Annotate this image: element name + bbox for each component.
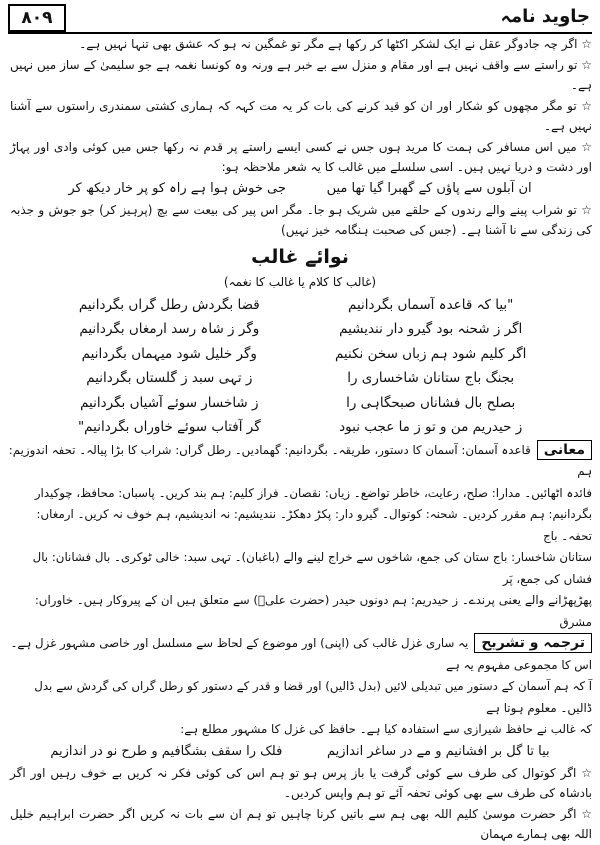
sharh-line xyxy=(8,633,592,676)
paragraph: ☆ اگر کوتوال کی طرف سے کوئی گرفت یا باز پرس ہو تو ہم اس کی کوئی فکر نہ کریں بے خوف رہیں اور اگر بادشاہ کی طرف سے بھی کوئی تحفہ آئے تو ہم واپس کردیں۔ xyxy=(10,765,592,800)
hemistich: اگر کلیم شود ہم زباں سخن نکنیم xyxy=(334,345,527,362)
hemistich: بجنگ باج ستانان شاخساری را xyxy=(347,370,515,386)
translation-section xyxy=(8,633,592,741)
couplet-line: جی خوش ہوا ہے راہ کو پر خار دیکھ کر xyxy=(68,180,286,196)
poem-verse xyxy=(58,342,542,367)
glossary-label: معانی xyxy=(537,440,592,460)
gloss-line: بگردانیم: ہم مقرر کردیں۔ شحنہ: کوتوال۔ گیرو دار: پکڑ دھکڑ۔ نندیشیم: نہ اندیشیم، ہم خوف نہ کریں۔ ارمغاں: تحفہ۔ باج xyxy=(36,507,592,543)
hemistich: ز شاخسار سوئے آشیاں بگردانیم xyxy=(80,394,259,411)
paragraph: ☆ تو مگر مچھوں کو شکار اور ان کو قید کرنے کی بات کر یہ مت کہہ کہ ہماری کشتی سمندری راستوں سے آشنا نہیں ہے۔ xyxy=(10,98,592,133)
sharh-line: کہ غالب نے حافظ شیرازی سے استفادہ کیا ہے۔ حافظ کی غزل کا مشہور مطلع ہے: xyxy=(180,722,592,736)
hafiz-verse xyxy=(8,741,592,763)
paragraph: ☆ تو شراب پینے والے رندوں کے حلقے میں شریک ہو جا۔ مگر اس پیر کی بیعت سے بچ (پرہیز کر) جو جوش و جذبہ کی زندگی سے نا آشنا ہے۔ (جس کی صحبت ہنگامہ خیز نہیں) xyxy=(10,202,592,237)
hemistich: ز تہی سبد ز گلستاں بگردانیم xyxy=(86,370,253,386)
paragraphs-bottom xyxy=(8,763,592,845)
hemistich: وگر خلیل شود میہماں بگردانیم xyxy=(81,345,257,362)
couplet-line: ان آبلوں سے پاؤں کے گھبرا گیا تھا میں xyxy=(326,180,532,196)
paragraph: ☆ میں اس مسافر کی ہمت کا مرید ہوں جس نے کسی ایسے راستے پر قدم نہ رکھا جس میں کوئی وادی اور پہاڑ اور دشت و دریا نہیں ہیں۔ اسی سلسلے میں غالب کا یہ شعر ملاحظہ ہو: xyxy=(10,139,592,174)
gloss-text: قاعدہ آسمان: آسمان کا دستور، طریقہ۔ بگردانیم: گھمادیں۔ رطل گراں: شراب کا بڑا پیالہ۔ تحفہ اندوزیم: ہم xyxy=(8,442,592,478)
paragraphs-top xyxy=(8,34,592,178)
gloss-line: فائدہ اٹھائیں۔ مدارا: صلح، رعایت، خاطر تواضع۔ زیاں: نقصان۔ فراز کلیم: ہم بند کریں۔ پاسباں: محافظ، چوکیدار xyxy=(34,485,592,500)
hemistich: فلک را سقف بشگافیم و طرح نو در اندازیم xyxy=(50,743,283,759)
poem-verse xyxy=(58,391,542,416)
ghalib-couplet xyxy=(8,178,592,200)
gloss-line: ستانان شاخسار: باج ستان کی جمع، شاخوں سے خراج لینے والے (باغبان)۔ تہی سبد: خالی ٹوکری۔ بال فشانان: بال فشاں کی جمع، پَر xyxy=(32,550,592,586)
gloss-line xyxy=(8,440,592,483)
section-subtitle: (غالب کا کلام یا غالب کا نغمہ) xyxy=(223,274,377,289)
paragraph: ☆ تو راستے سے واقف نہیں ہے اور مقام و منزل سے بے خبر ہے ورنہ وہ کونسا نغمہ ہے جو سلیمیٰ کے ساز میں نہیں ہے۔ xyxy=(10,57,592,92)
hemistich: اگر ز شحنہ بود گیرو دار نندیشیم xyxy=(339,321,523,337)
hemistich: ز حیدریم من و تو ز ما عجب نبود xyxy=(339,419,523,435)
sharh-line: آ کہ ہم آسمان کے دستور میں تبدیلی لائیں (بدل ڈالیں) اور قضا و قدر کے دستور کو رطل گراں کی گردش سے بدل ڈالیں۔ معلوم ہوتا ہے xyxy=(34,679,592,715)
glossary xyxy=(8,440,592,634)
poem-verse xyxy=(58,293,542,318)
sharh-text: یہ ساری غزل غالب کی (اپنی) اور موضوع کے لحاظ سے مسلسل اور خاصی مشہور غزل ہے۔ اس کا مجموعی مفہوم یہ ہے xyxy=(10,636,592,672)
page-number: ۸۰۹ xyxy=(8,4,66,32)
page-header xyxy=(8,4,592,34)
hemistich: قضا بگردش رطل گراں بگردانیم xyxy=(78,296,260,313)
poem xyxy=(8,293,592,440)
hemistich: "بیا کہ قاعدہ آسماں بگردانیم xyxy=(347,296,514,313)
paragraph: ☆ اگر حضرت موسیٰ کلیم اللہ بھی ہم سے باتیں کرنا چاہیں تو ہم ان سے بات نہ کریں اگر حضرت ابراہیم خلیل اللہ بھی ہمارے مہمان xyxy=(10,806,592,841)
hemistich: بصلح بال فشاناں صبحگاہی را xyxy=(346,394,516,411)
hemistich: گر آفتاب سوئے خاوراں بگردانیم" xyxy=(77,419,261,435)
poem-verse xyxy=(58,415,542,440)
section-title: نوائے غالب xyxy=(251,245,349,268)
gloss-line: پھڑپھڑانے والے یعنی پرندے۔ ز حیدریم: ہم دونوں حیدر (حضرت علیؓ) سے متعلق ہیں ان کے پیروکار ہیں۔ خاوراں: مشرق xyxy=(34,593,592,629)
translation-label: ترجمہ و تشریح xyxy=(474,633,592,653)
hemistich: بیا تا گل بر افشانیم و مے در ساغر اندازیم xyxy=(327,743,550,759)
poem-verse xyxy=(58,366,542,391)
book-title: جاوید نامہ xyxy=(500,6,590,27)
hemistich: وگر ز شاہ رسد ارمغاں بگردانیم xyxy=(79,321,260,337)
paragraph: ☆ اگر چہ جادوگر عقل نے ایک لشکر اکٹھا کر رکھا ہے مگر تو غمگین نہ ہو کہ عشق بھی تنہا نہیں ہے۔ xyxy=(79,37,592,51)
page xyxy=(8,4,592,841)
poem-verse xyxy=(58,317,542,342)
